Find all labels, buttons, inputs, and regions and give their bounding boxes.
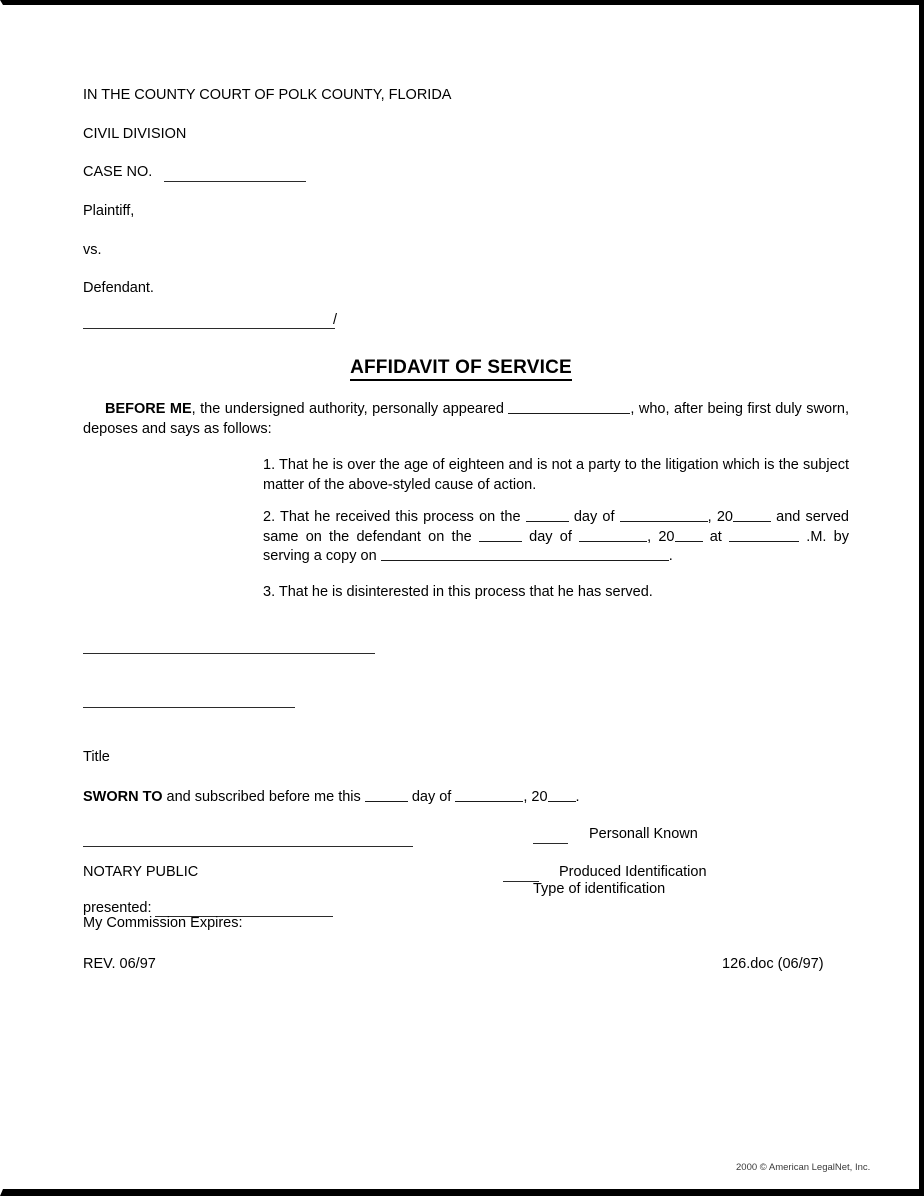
document-id-label: 126.doc (06/97) <box>722 956 824 972</box>
presented-label: presented: <box>83 900 152 916</box>
item-1-paragraph: 1. That he is over the age of eighteen and is not a party to the litigation which is the subject matter of the above-styled cause of action. <box>263 457 849 493</box>
plaintiff-label: Plaintiff, <box>83 203 135 219</box>
page-sheet <box>3 5 919 1189</box>
item2-text-c: , 20 <box>707 509 733 525</box>
received-year-blank[interactable] <box>733 509 771 522</box>
sworn-text-b: day of <box>407 789 456 805</box>
sworn-month-blank[interactable] <box>455 789 523 802</box>
personally-known-checkbox-blank[interactable] <box>533 843 568 844</box>
title-label: Title <box>83 749 110 765</box>
division-heading: CIVIL DIVISION <box>83 126 187 142</box>
intro-text-before: , the undersigned authority, personally appeared <box>191 401 509 417</box>
received-month-blank[interactable] <box>620 509 708 522</box>
sworn-text-a: and subscribed before me this <box>162 789 365 805</box>
printed-name-blank[interactable] <box>83 707 295 708</box>
sworn-day-blank[interactable] <box>365 789 408 802</box>
caption-divider-rule <box>83 328 335 329</box>
sworn-text-c: , 20 <box>523 789 548 805</box>
court-heading: IN THE COUNTY COURT OF POLK COUNTY, FLORIDA <box>83 87 452 103</box>
case-number-blank[interactable] <box>164 181 306 182</box>
item2-text-a: 2. That he received this process on the <box>263 509 526 525</box>
before-me-label: BEFORE ME <box>105 401 192 417</box>
produced-identification-label: Produced Identification <box>559 864 707 880</box>
item2-text-e: day of <box>521 528 580 545</box>
defendant-label: Defendant. <box>83 280 154 296</box>
served-time-blank[interactable] <box>729 529 799 542</box>
item-2-paragraph <box>263 508 849 567</box>
affiant-name-blank[interactable] <box>508 401 630 414</box>
revision-label: REV. 06/97 <box>83 956 156 972</box>
sworn-text-d: . <box>575 789 580 805</box>
sworn-to-line <box>83 789 580 805</box>
intro-text-after: , who, after being first duly sworn, deposes and says as follows: <box>83 401 849 437</box>
served-person-blank[interactable] <box>381 548 669 561</box>
notary-signature-blank[interactable] <box>83 846 413 847</box>
item2-text-d: and served same on the defendant on the <box>263 509 850 545</box>
type-of-identification-label: Type of identification <box>533 881 666 897</box>
page-title <box>3 357 919 379</box>
served-day-blank[interactable] <box>479 529 522 542</box>
item2-text-b: day of <box>568 509 620 525</box>
case-number-label: CASE NO. <box>83 164 153 180</box>
item2-text-g: at <box>702 528 730 545</box>
page-title-text: AFFIDAVIT OF SERVICE <box>350 357 572 381</box>
sworn-to-label: SWORN TO <box>83 789 163 805</box>
personally-known-label: Personall Known <box>589 826 698 842</box>
served-month-blank[interactable] <box>579 529 647 542</box>
commission-expires-label: My Commission Expires: <box>83 915 243 931</box>
versus-label: vs. <box>83 242 102 258</box>
item2-text-i: . <box>668 548 673 564</box>
copyright-notice: 2000 © American LegalNet, Inc. <box>736 1162 871 1173</box>
intro-paragraph <box>83 400 849 439</box>
sworn-year-blank[interactable] <box>548 789 576 802</box>
item2-text-f: , 20 <box>647 528 675 545</box>
item2-text-h: .M. by serving a copy on <box>263 528 849 564</box>
received-day-blank[interactable] <box>526 509 569 522</box>
served-year-blank[interactable] <box>675 529 703 542</box>
item-3-paragraph: 3. That he is disinterested in this process that he has served. <box>263 584 653 600</box>
signature-blank[interactable] <box>83 653 375 654</box>
caption-slash: / <box>333 312 338 328</box>
notary-public-label: NOTARY PUBLIC <box>83 864 199 880</box>
